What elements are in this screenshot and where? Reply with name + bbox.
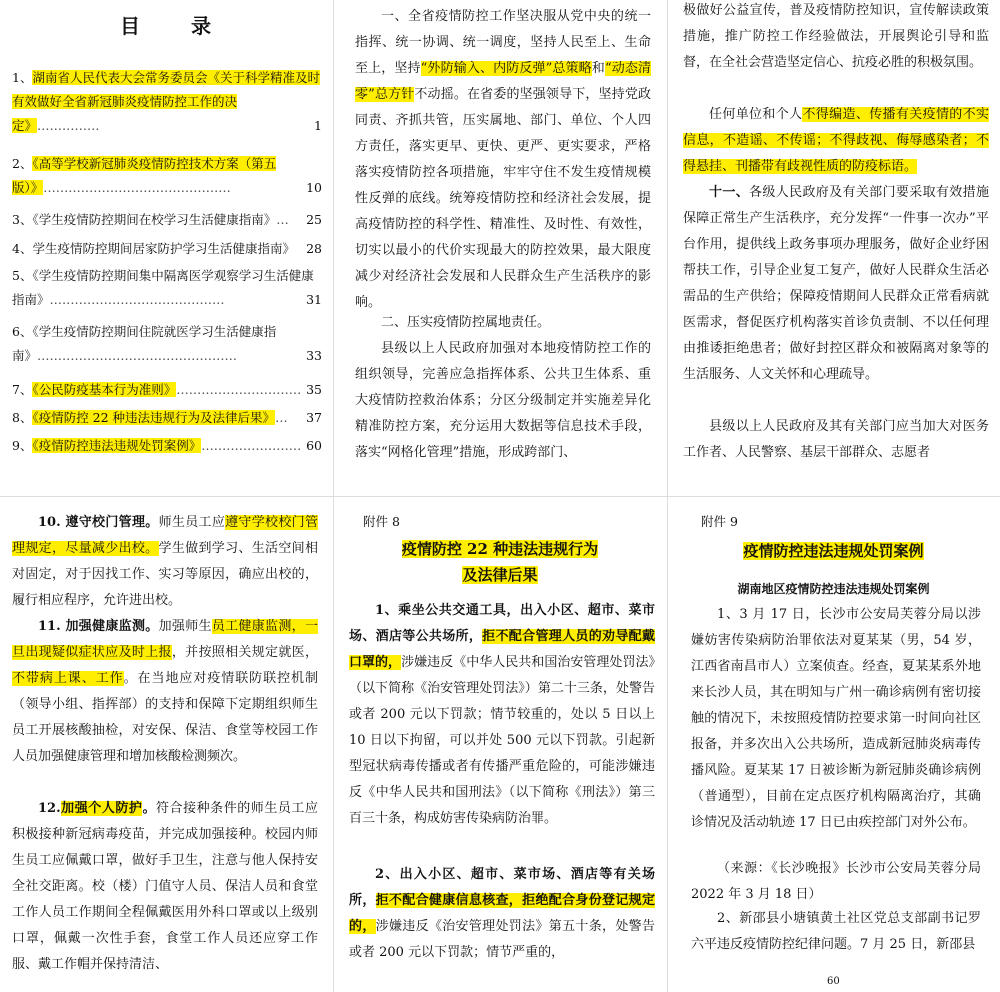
text-run: 涉嫌违反《中华人民共和国治安管理处罚法》（以下简称《治安管理处罚法》）第二十三条，处警告或者 200 元以下罚款；情节较重的，处以 5 日以上 10 日以下拘留，可以并处 500 元以下罚款。引起新型冠状病毒传播或者有传播严重危险的，可能涉嫌违反《中华人民共和国刑法》（以下简称《刑法》）第三百三十条，构成妨害传染病防治罪。 (349, 655, 655, 826)
toc-text: 《学生疫情防控期间集中隔离医学观察学习生活健康指南》 (12, 268, 314, 307)
toc-text: 《疫情防控 22 种违法违规行为及法律后果》 (32, 410, 276, 425)
text-run: 。在当地应对疫情联防联控机制（领导小组、指挥部）的支持和保障下定期组织师生员工开展核酸抽检，对安保、保洁、食堂等校园工作人员加强健康管理和增加核酸检测频次。 (12, 671, 318, 764)
paragraph-3: 县级以上人民政府加强对本地疫情防控工作的组织领导，完善应急指挥体系、公共卫生体系、重大疫情防控救治体系；分区分级制定并实施差异化精准防控方案，充分运用大数据等信息技术手段，落实“网格化管理”措施，形成跨部门、 (355, 341, 651, 460)
highlight: 不带病上课、工作 (12, 671, 124, 686)
toc-title: 目 录 (120, 14, 233, 38)
paragraph-4: 县级以上人民政府及其有关部门应当加大对医务工作者、人民警察、基层干部群众、志愿者 (683, 419, 989, 460)
paragraph-1: 极做好公益宣传，普及疫情防控知识，宣传解读政策措施，推广防控工作经验做法，开展舆论引导和监督，在全社会营造坚定信心、抗疫必胜的积极氛围。 (683, 3, 989, 70)
toc-page-number: 10 (306, 180, 322, 195)
attachment-title (667, 538, 1000, 564)
section-number: 12. (38, 801, 61, 816)
text-run: 不动摇。在省委的坚强领导下，坚持党政同责、齐抓共管，压实属地、部门、单位、个人四方责任，落实更早、更快、更严、更实要求，严格落实疫情防控各项措施，牢牢守住不发生疫情规模性反弹的底线。统筹疫情防控和经济社会发展，提高疫情防控的科学性、精准性、及时性、有效性，切实以最小的代价实现最大的防控效果，最大限度减少对经济社会发展和人民群众生产生活秩序的影响。 (355, 87, 651, 310)
text-run: 加强师生 (158, 619, 212, 634)
toc-item (12, 208, 322, 232)
toc-item (12, 320, 322, 368)
title-line: 疫情防控 22 种违法违规行为 (401, 540, 599, 558)
toc-text: 湖南省人民代表大会常务委员会《关于科学精准及时有效做好全省新冠肺炎疫情防控工作的决定》 (12, 70, 320, 133)
section-10 (12, 510, 318, 614)
item-1 (349, 598, 655, 832)
item-2 (349, 862, 655, 966)
toc-dots: … (276, 212, 289, 227)
page-number: 60 (827, 976, 840, 987)
toc-page-number: 31 (306, 292, 322, 307)
case-1-source: （来源：《长沙晚报》长沙市公安局芙蓉分局 2022 年 3 月 18 日） (691, 861, 981, 902)
text-run: ，并按照相关规定就医， (171, 645, 318, 660)
item-lead: 2、出入小区、超市、菜市场、酒店等有关场所， (349, 867, 655, 908)
paragraph-3 (683, 180, 989, 388)
text-run: 各级人民政府及有关部门要采取有效措施保障正常生产生活秩序，充分发挥“一件事一次办”平台作用，提供线上政务事项办理服务，做好企业纾困帮扶工作，引导企业复工复产，做好人民群众生活必需品的生产供给；保障疫情期间人民群众正常看病就医需求，督促医疗机构落实首诊负责制、不以任何理由推诿拒绝患者；做好封控区群众和被隔离对象等的生活服务、人文关怀和心理疏导。 (683, 185, 989, 382)
title-line: 疫情防控违法违规处罚案例 (743, 542, 924, 560)
section-heading: 10. 遵守校门管理。 (38, 515, 159, 530)
section-11 (12, 614, 318, 770)
toc-dots: …………………… (201, 438, 302, 453)
toc-page-number: 33 (306, 348, 322, 363)
toc-page (0, 0, 333, 496)
section-heading: 11. 加强健康监测。 (38, 619, 159, 634)
toc-item (12, 434, 322, 458)
toc-number: 8、 (12, 410, 33, 425)
toc-page-number: 35 (306, 382, 322, 397)
highlight: 拒不配合管理人员的劝导配戴口罩的， (349, 629, 655, 670)
toc-item (12, 152, 322, 200)
highlight-strategy: “外防输入、内防反弹”总策略 (420, 61, 592, 76)
highlight: 遵守学校校门管理规定，尽量减少出校。 (12, 515, 318, 556)
highlight: 员工健康监测，一旦出现疑似症状应及时上报 (12, 619, 318, 660)
attachment-title (333, 536, 667, 588)
toc-item (12, 378, 322, 402)
toc-item (12, 264, 322, 312)
toc-text: 《学生疫情防控期间住院就医学习生活健康指南》 (12, 324, 277, 363)
toc-number: 9、 (12, 438, 33, 453)
toc-text: 《高等学校新冠肺炎疫情防控技术方案（第五版）》 (12, 156, 277, 195)
toc-number: 2、 (12, 156, 33, 171)
case-1: 1、3 月 17 日，长沙市公安局芙蓉分局以涉嫌妨害传染病防治罪依法对夏某某（男，54 岁，江西省南昌市人）立案侦查。经查，夏某某系外地来长沙人员，其在明知与广州一确诊病例有密切接触的情况下，未按照疫情防控要求第一时间向社区报备，并多次出入公共场所，造成新冠肺炎病毒传播风险。夏某某 17 日被诊断为新冠肺炎确诊病例（普通型），目前在定点医疗机构隔离治疗，其确诊情况及活动轨迹 17 日已由疾控部门对外公布。 (691, 607, 981, 830)
item-lead: 1、乘坐公共交通工具，出入小区、超市、菜市场、酒店等公共场所， (349, 603, 655, 644)
text-run: 和 (591, 61, 605, 76)
attachment-label: 附件 9 (701, 514, 738, 529)
toc-text: 《疫情防控违法违规处罚案例》 (32, 438, 202, 453)
toc-page-number: 28 (306, 241, 322, 256)
toc-item (12, 237, 322, 261)
section-12 (12, 796, 318, 978)
title-line: 及法律后果 (462, 566, 538, 584)
toc-item (12, 406, 322, 430)
toc-item (12, 66, 322, 138)
case-2: 2、新邵县小塘镇黄土社区党总支部副书记罗六平违反疫情防控纪律问题。7 月 25 日，新邵县 (691, 911, 981, 952)
toc-dots: …………………………………… (49, 292, 225, 307)
school-guidance-excerpt (0, 496, 333, 992)
case-subtitle: 湖南地区疫情防控违法违规处罚案例 (737, 582, 930, 596)
text-run: 。 (142, 801, 156, 816)
text-run: 涉嫌违反《治安管理处罚法》第五十条，处警告或者 200 元以下罚款；情节严重的， (349, 919, 655, 960)
highlight-prohibition: 不得编造、传播有关疫情的不实信息，不造谣、不传谣；不得歧视、侮辱感染者；不得悬挂、刊播带有歧视性质的防疫标语。 (683, 107, 989, 174)
toc-number: 7、 (12, 382, 33, 397)
text-run: 任何单位和个人 (709, 107, 803, 122)
text-run: 符合接种条件的师生员工应积极接种新冠病毒疫苗，并完成加强接种。校园内师生员工应佩戴口罩，做好手卫生，注意与他人保持安全社交距离。校（楼）门值守人员、保洁人员和食堂工作人员工作期间全程佩戴医用外科口罩或以上级别口罩，佩戴一次性手套，食堂工作人员还应穿工作服、戴工作帽并保持清洁、 (12, 801, 318, 972)
toc-text: 《公民防疫基本行为准则》 (32, 382, 177, 397)
paragraph-1 (355, 4, 651, 316)
toc-number: 4、 (12, 241, 33, 256)
text-run: 师生员工应 (158, 515, 226, 530)
highlight: 拒不配合健康信息核查，拒绝配合身份登记规定的， (349, 893, 655, 934)
attachment-9-page (667, 496, 1000, 992)
toc-page-number: 37 (306, 410, 322, 425)
decision-page-excerpt-2 (667, 0, 1000, 496)
toc-dots: … (275, 410, 288, 425)
toc-dots: ………………………………………… (37, 348, 238, 363)
item-number: 十一、 (709, 185, 750, 200)
text-run: 学生做到学习、生活空间相对固定，对于因找工作、实习等原因，确应出校的，履行相应程序，允许进出校。 (12, 541, 318, 608)
toc-page-number: 60 (306, 438, 322, 453)
toc-number: 3、 (12, 212, 33, 227)
toc-page-number: 25 (306, 212, 322, 227)
toc-dots: ……………………………………… (43, 180, 231, 195)
divider (0, 496, 1000, 497)
paragraph-2 (683, 102, 989, 180)
toc-dots: ………………………… (176, 382, 302, 397)
toc-dots: …………… (37, 118, 100, 133)
toc-number: 6、 (12, 324, 33, 339)
toc-page-number: 1 (314, 118, 322, 133)
attachment-label: 附件 8 (363, 514, 400, 529)
paragraph-2-heading: 二、压实疫情防控属地责任。 (381, 315, 551, 330)
highlight-policy: “动态清零”总方针 (355, 61, 651, 102)
toc-text: 《学生疫情防控期间在校学习生活健康指南》 (32, 212, 277, 227)
text-run: 一、全省疫情防控工作坚决服从党中央的统一指挥、统一协调、统一调度，坚持人民至上、生命至上，坚持 (355, 9, 651, 76)
decision-page-excerpt (333, 0, 667, 496)
toc-number: 1、 (12, 70, 33, 85)
section-heading: 加强个人防护 (60, 801, 143, 816)
toc-number: 5、 (12, 268, 33, 283)
toc-text: 学生疫情防控期间居家防护学习生活健康指南》 (32, 241, 295, 256)
attachment-8-page (333, 496, 667, 992)
